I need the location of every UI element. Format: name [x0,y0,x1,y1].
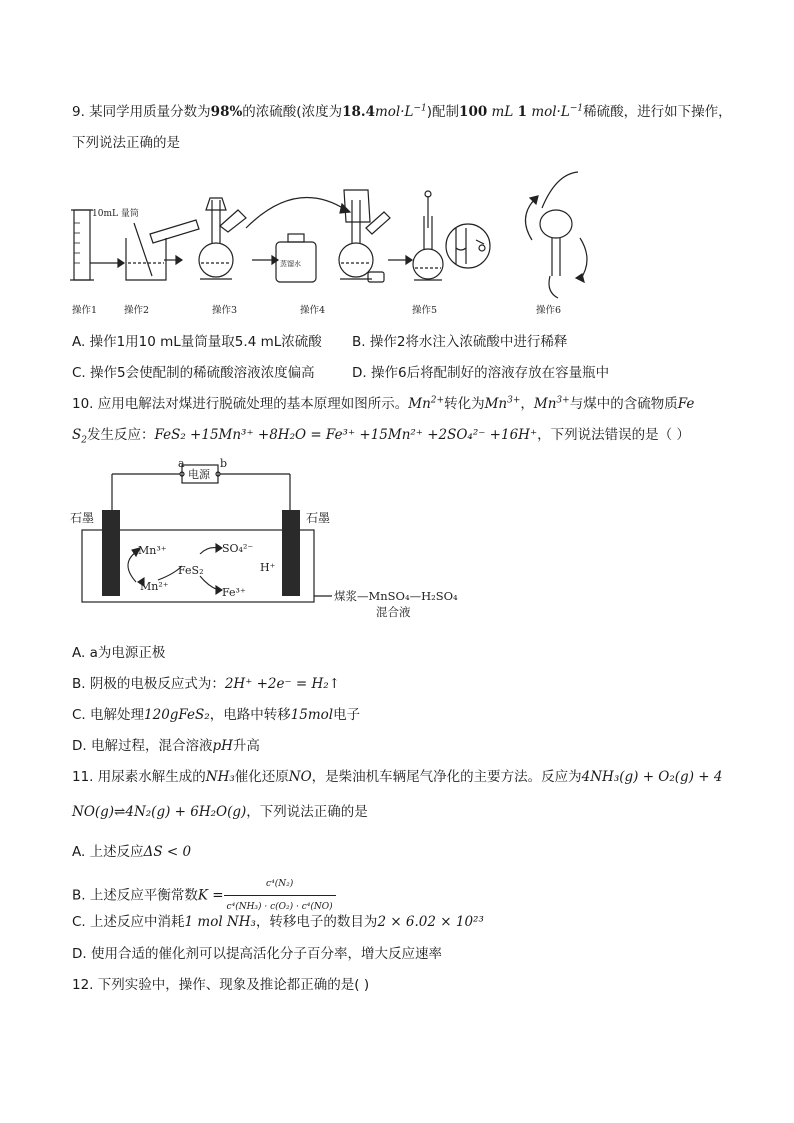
upper-hand [542,172,578,208]
terminal-a: a [178,457,185,470]
q9-option-c: C. 操作5会使配制的稀硫酸溶液浓度偏高 [72,365,315,381]
q11-stem-line2 [72,802,368,822]
right-graphite-electrode [282,510,300,596]
q9-text: 稀硫酸，进行如下操作， [583,104,732,120]
q10-text: ， [520,396,534,412]
q9-unit-exp: −1 [569,103,584,114]
q11-option-b [72,874,336,917]
q9-option-d: D. 操作6后将配制好的溶液存放在容量瓶中 [352,365,610,381]
q11-option-a-text: A. 上述反应 [72,844,144,860]
inverted-flask [540,210,572,238]
q9-unit: mol·L [531,104,570,120]
q10-option-b-equation: 2H⁺ +2e⁻ = H₂↑ [224,676,341,692]
q9-stem-line1 [72,102,732,122]
q11-option-a [72,842,191,862]
q11-text: 催化还原 [234,769,289,785]
q10-text: 与煤中的含硫物质 [569,396,678,412]
slurry-label: 煤浆—MnSO₄—H₂SO₄ [334,589,458,603]
q10-subscript: 2 [81,435,87,446]
q10-electrolysis-figure [70,456,490,626]
q10-stem-line1 [72,394,694,414]
q11-equation-part1: 4NH₃(g) + O₂(g) + 4 [581,769,723,785]
q9-option-b: B. 操作2将水注入浓硫酸中进行稀释 [352,334,568,350]
q9-volume: 100 [459,104,488,120]
op3-label: 操作3 [212,305,238,316]
q10-option-d [72,736,260,756]
q9-stem-line2: 下列说法正确的是 [72,135,180,151]
q11-option-b-text: B. 上述反应平衡常数 [72,887,198,904]
graduated-cylinder [74,210,90,280]
q10-option-c-moles: 15mol [290,707,334,723]
q9-conc: 18.4 [342,104,375,120]
q10-option-c-text: 电子 [333,707,361,723]
right-electrode-label: 石墨 [306,511,331,525]
q9-option-a: A. 操作1用10 mL量筒量取5.4 mL浓硫酸 [72,334,322,350]
q10-formula: Fe [677,396,695,412]
q10-charge: 2+ [430,395,445,406]
q11-option-d: D. 使用合适的催化剂可以提高活化分子百分率，增大反应速率 [72,946,442,962]
q11-option-c [72,912,484,932]
tilted-cylinder [150,220,199,243]
q10-stem-line2 [72,425,690,445]
q11-option-c-count: 2 × 6.02 × 10²³ [377,914,484,930]
q11-option-c-text: C. 上述反应中消耗 [72,914,185,930]
q10-text: 发生反应： [86,427,155,443]
left-electrode-label: 石墨 [70,511,95,525]
q10-option-d-text: D. 电解过程，混合溶液 [72,738,213,754]
q11-text: ，下列说法正确的是 [246,804,368,820]
q10-text: ，下列说法错误的是（ ） [537,427,690,443]
q10-option-d-ph: pH [212,738,233,754]
op6-label: 操作6 [536,305,562,316]
q10-ion: Mn [533,396,557,412]
q11-formula: NO [288,769,312,785]
q11-option-c-text: ，转移电子的数目为 [255,914,378,930]
q10-ion: Mn [408,396,431,412]
q10-charge: 3+ [507,395,521,406]
q11-option-a-entropy: ΔS < 0 [143,844,192,860]
q9-unit-exp: −1 [413,103,427,114]
op4-label: 操作4 [300,305,326,316]
q10-equation: FeS₂ +15Mn³⁺ +8H₂O = Fe³⁺ +15Mn²⁺ +2SO₄²⁻ +16H⁺ [154,427,538,443]
q10-option-b-text: B. 阴极的电极反应式为： [72,676,225,692]
q11-text: ，是柴油机车辆尾气净化的主要方法。反应为 [311,769,582,785]
q10-option-c-text: C. 电解处理 [72,707,145,723]
q9-unit: mL [491,104,514,120]
h-ion-label: H⁺ [260,561,276,574]
q11-option-c-amount: 1 mol NH₃ [184,914,256,930]
terminal-b: b [220,457,228,470]
q12-stem-line1: 12. 下列实验中，操作、现象及推论都正确的是( ) [72,977,370,993]
q9-text: 的浓硫酸(浓度为 [242,104,343,120]
left-graphite-electrode [102,510,120,596]
q10-option-c-text: ，电路中转移 [209,707,291,723]
fraction-denominator: c⁴(NH₃) · c(O₂) · c⁴(NO) [226,902,333,912]
fraction-numerator: c⁴(N₂) [224,874,336,896]
q10-text: 转化为 [444,396,485,412]
op2-label: 操作2 [124,305,150,316]
cylinder-label: 10mL 量筒 [92,209,139,219]
q11-equation-part2: NO(g)⇌4N₂(g) + 6H₂O(g) [72,804,247,820]
volumetric-flask-5 [413,249,443,279]
op1-label: 操作1 [72,305,98,316]
equilibrium-constant-fraction [224,874,336,917]
q10-option-c-mass: 120gFeS₂ [144,707,210,723]
q10-charge: 3+ [556,395,570,406]
q10-ion: Mn [484,396,508,412]
q9-molarity: 1 [517,104,528,120]
q9-operations-figure [66,168,626,320]
q10-option-c [72,705,360,725]
q9-unit: mol·L [374,104,414,120]
q10-formula: S [72,427,82,443]
volumetric-flask-4 [339,243,373,277]
volumetric-flask-3 [199,243,233,277]
q10-option-d-text: 升高 [232,738,260,754]
q10-option-a: A. a为电源正极 [72,645,166,661]
q10-text: 10. 应用电解法对煤进行脱硫处理的基本原理如图所示。 [72,396,409,412]
bottle-label: 蒸馏水 [280,260,301,268]
sulfate-label: SO₄²⁻ [222,542,254,555]
power-label: 电源 [188,468,210,481]
mixture-label: 混合液 [376,605,411,619]
fes2-label: FeS₂ [178,564,204,577]
q9-text: )配制 [426,104,460,120]
stopper [368,272,384,282]
mn3-label: Mn³⁺ [138,544,167,557]
lower-hand [549,276,558,298]
fe3-label: Fe³⁺ [222,586,246,599]
q11-stem-line1 [72,767,722,787]
mn2-label: Mn²⁺ [140,580,169,593]
q11-option-b-k: K = [197,887,224,904]
q9-percent: 98% [210,104,243,120]
op5-label: 操作5 [412,305,438,316]
q11-formula: NH₃ [205,769,235,785]
q10-option-b [72,674,340,694]
q11-text: 11. 用尿素水解生成的 [72,769,206,785]
q9-text: 9. 某同学用质量分数为 [72,104,211,120]
